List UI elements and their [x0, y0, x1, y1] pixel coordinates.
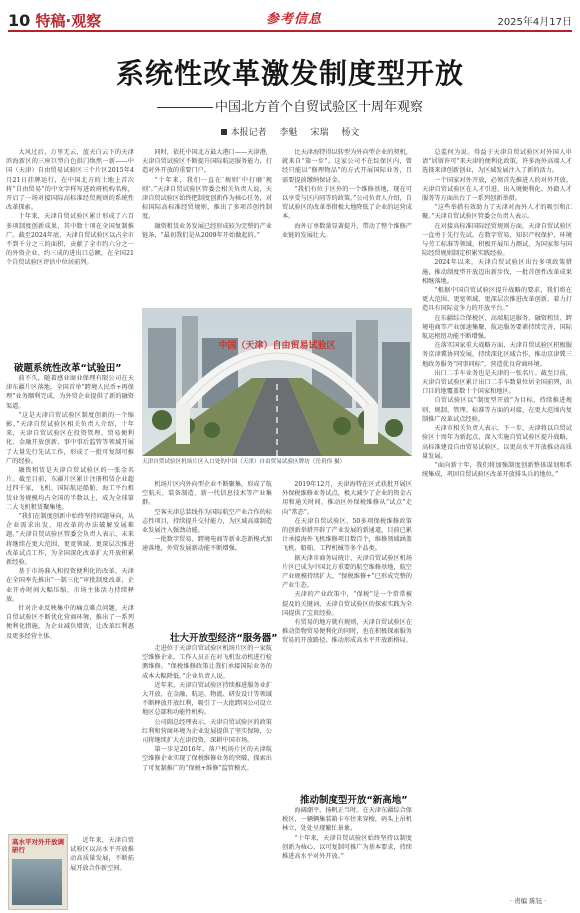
article-column: [282, 148, 412, 306]
article-column: [422, 148, 572, 908]
paragraph: 融资租赁业务发展已经形成较为完整的产业链条，“最初我们是从2009年开始做起的。”: [142, 222, 272, 239]
paragraph: 基于市场准入和投资便利化的改革，天津在全国率先推出“一制三化”审批制度改革，企业开办时间大幅压缩，市场主体活力持续释放。: [6, 568, 134, 603]
paragraph: “十年来，天津自贸试验区始终坚持以制度创新为核心，以可复制可推广为基本要求，持续推进高水平对外开放。”: [282, 834, 412, 861]
masthead: [8, 8, 572, 32]
paragraph: 前不久，随着感业商业保理有限公司在天津东疆片区落地，全国首单“跨境人民币+再保理”业务顺利完成，为外贸企业提供了新的融资渠道。: [6, 375, 134, 410]
page-title: 系统性改革激发制度型开放: [115, 57, 464, 90]
author-name: 宋瑞: [310, 128, 329, 138]
paragraph: 在天津自贸试验区，50多项保税维修政策的创新举措开辟了产业发展的新通道，目前已累计承接海外飞机维修项目数百个，维修领域涵盖飞机、船舶、工程机械等多个品类。: [282, 517, 412, 553]
paragraph: 近年来，天津自贸试验区以高水平开放推动高质量发展，不断拓展开放合作新空间。: [70, 837, 134, 872]
paragraph: 海阔潮平，扬帆正当时。在天津东疆综合保税区，一辆辆集装箱卡车往来穿梭，码头上吊机林立，处处呈现繁忙景象。: [282, 807, 412, 833]
paragraph: 天津的产业政策中，“保税”是一个常常被提及的关键词，天津自贸试验区的探索实践为全国提供了宝贵经验。: [282, 591, 412, 617]
paragraph: 据天津市商务局统计，天津自贸试验区机场片区已成为中国北方重要的航空维修基地，航空产业规模持续扩大，“保税维修+”已形成完整的产业生态。: [282, 554, 412, 590]
byline-label: 本报记者: [230, 128, 267, 138]
paragraph: 融资租赁是天津自贸试验区的一张金名片。截至目前，东疆片区累计注册租赁企业超过四千家，飞机、国际航运船舶、海工平台租赁业务规模均占全国的半数以上，成为全球第二大飞机租赁聚集地。: [6, 467, 134, 511]
paragraph: “这些举措有效助力了天津对海外人才的吸引和汇聚。”天津自贸试验区管委会负责人表示。: [422, 204, 572, 221]
news-photo: [142, 308, 412, 456]
square-icon: [221, 129, 227, 135]
paragraph: “我们在制度创新中始终坚持问题导向，从企业需求出发，用改革的办法破解发展难题。”天津自贸试验区管委会负责人表示，未来将继续在更大范围、更宽领域、更深层次推进改革试点工作，为全国深化改革扩大开放积累新经验。: [6, 513, 134, 567]
paragraph: 在东疆综合保税区，高端航运服务、融资租赁、跨境电商等产业加速集聚，航运服务要素持续完善，国际航运枢纽功能不断增强。: [422, 314, 572, 341]
article-column: [142, 644, 272, 910]
section-name: 特稿·观察: [35, 12, 102, 30]
paragraph: 2019年12月，天津海特在区式获批开展区外保税维修业务试点，极大减少了企业的资金占用和通关时间，推动区外保税维修从“试点”走向“常态”。: [282, 481, 412, 516]
paragraph: “根据中国自贸试验区提升战略的要求，我们将在更大范围、更宽领域、更深层次推进改革创新，着力打造具有国际竞争力的开放平台。”: [422, 287, 572, 313]
paragraph: “面向新十年，我们将加强制度创新整体谋划和系统集成，巩固自贸试验区改革开放排头兵的地位。”: [422, 461, 572, 479]
article-column: [282, 806, 412, 900]
paragraph: 总监何为说。得益于天津自贸试验区对外国人申请“居留许可”来天津的便利化政策，许多海外高端人才选择来津创新创业，为区域发展注入了新的活力。: [422, 149, 572, 175]
paragraph: 在对接高标准国际经贸规则方面，天津自贸试验区一直勇于先行先试。在数字贸易、知识产权保护、环境与劳工标准等领域，积极开展压力测试，为国家参与国际经贸规则制定积累实践经验。: [422, 222, 572, 258]
author-name: 杨文: [341, 128, 360, 138]
newspaper-logo: 参考信息: [266, 12, 323, 27]
arch-sign-text: 中国（天津）自由贸易试验区: [218, 341, 336, 351]
paragraph: 自贸试验区以“制度型开放”为目标，持续推进规则、规制、管理、标准等方面的对接，在更大范围内复制推广改革试点经验。: [422, 397, 572, 423]
paragraph: 空客天津总装线作为国际航空产业合作的标志性项目，持续提升交付能力，为区域高端制造业发展注入强劲动能。: [142, 508, 272, 535]
article-column: [142, 148, 272, 306]
paragraph: 海外订单数量显著提升，带动了整个维修产业链的发展壮大。: [282, 222, 412, 239]
paragraph: 近年来，天津自贸试验区持续推进服务业扩大开放，在金融、航运、物流、研发设计等领域不断释放开放红利，吸引了一大批跨国公司设立地区总部和功能性机构。: [142, 681, 272, 717]
article-column: [6, 148, 134, 358]
editor-credit: · 责编 陈钰 ·: [510, 897, 547, 905]
paragraph: 同时，依托中国北方最大港口——天津港，天津自贸试验区不断提升国际航运服务能力，打造对外开放的重要门户。: [142, 149, 272, 175]
article-column: [70, 836, 134, 908]
article-column: [142, 480, 272, 628]
related-report-thumbnail[interactable]: [8, 834, 68, 910]
paragraph: 出口二手车业务也是天津的一张名片。截至目前，天津自贸试验区累计出口二手车数量位居全国前列，出口目的地覆盖数十个国家和地区。: [422, 369, 572, 396]
thumbnail-image: [12, 859, 62, 905]
subheadline-text: 中国北方首个自贸试验区十周年观察: [214, 100, 423, 115]
paragraph: 机场片区内外向型企业不断聚集，形成了航空航天、装备制造、新一代信息技术等产业集群。: [142, 481, 272, 507]
thumbnail-title: 高水平对外开放调研行: [12, 838, 64, 854]
paragraph: “十年来，我们一直在‘规则’中打磨‘规则’。”天津自贸试验区管委会相关负责人说，天津自贸试验区始终把制度创新作为核心任务，对标国际高标准经贸规则，推出了多项首创性制度。: [142, 176, 272, 221]
paragraph: 在落实国家重大战略方面，天津自贸试验区积极服务京津冀协同发展，持续深化区域合作，推动京津冀三地政务服务“同事同标”，营造优良营商环境。: [422, 342, 572, 368]
section-subtitle: 推动制度型开放“新高地”: [300, 795, 408, 806]
article-column: [282, 480, 412, 788]
paragraph: 一个国家对外开放，必须首先推进人的对外开放。天津自贸试验区在人才引进、出入境便利化、外籍人才服务等方面出台了一系列创新举措。: [422, 176, 572, 203]
dash-divider: [157, 107, 213, 108]
paragraph: 走进位于天津自贸试验区机场片区的一家航空维修企业，工作人员正在对飞机发动机进行检测维修。“保税维修政策让我们承接国际业务的成本大幅降低。”企业负责人说。: [142, 645, 272, 680]
subheadline: [0, 96, 580, 115]
paragraph: “我们有位于区外的一个维修基地，现在可以享受与区内同等的政策。”公司负责人介绍，自贸试验区的改革举措极大地降低了企业的运营成本。: [282, 185, 412, 221]
section-subtitle: 壮大开放型经济“服务器”: [170, 633, 278, 644]
paragraph: 第一步是2016年，落户机场片区的天津航空维修企业实现了保税维修业务的突破，探索出了可复制推广的“保税+维修”监管模式。: [142, 746, 272, 772]
section-subtitle: 破题系统性改革“试验田”: [14, 363, 122, 374]
paragraph: 比天津海特得以转型为外向型企业的契机，就来自“第一步”。这家公司不在综保区内，曾经只能以“修理物品”的方式开展国际业务，且需要提前缴纳保证金。: [282, 149, 412, 184]
article-column: [6, 374, 134, 832]
paragraph: “这是天津自贸试验区制度创新的一个缩影。”天津自贸试验区相关负责人介绍，十年来，天津自贸试验区在投资管理、贸易便利化、金融开放创新、事中事后监管等领域开展了大量先行先试工作，形成了一批可复制可推广的经验。: [6, 411, 134, 465]
paragraph: 天津市相关负责人表示，下一步，天津将以自贸试验区十周年为新起点，深入实施自贸试验区提升战略，高标准建设自由贸易试验区，以更高水平开放推动高质量发展。: [422, 425, 572, 460]
paragraph: 大风过后，万里无云，蓝天白云下的天津滨海新区的三座巨型白色拱门焕然一新——中国（天津）自由贸易试验区三个片区2015年4月21日挂牌运行，在中国北方的土地上首次将“自由贸易”的中文字样写进政府机构名称，开启了一场对接国际高标准经贸规则的系统性改革探索。: [6, 149, 134, 212]
author-name: 李魁: [279, 128, 298, 138]
paragraph: 针对企业反映集中的痛点难点问题，天津自贸试验区不断优化营商环境，推出了一系列便利化措施，为企业减负增效，让改革红利惠及更多经营主体。: [6, 605, 134, 640]
paragraph: 十年来，天津自贸试验区累计形成了六百多项制度创新成果，其中数十项在全国复制推广。截至2024年底，天津自贸试验区以占全市不到千分之三的面积，贡献了全市约六分之一的外资企业、约三成的进出口总额，在全国21个自贸试验区评估中位居前列。: [6, 213, 134, 267]
paragraph: 有贸易的地方就有规则，天津自贸试验区在推动货物贸易便利化的同时，也在积极探索服务贸易的开放路径，推动形成高水平开放新格局。: [282, 619, 412, 645]
gateway-arch-photo: [142, 308, 412, 456]
photo-caption: 天津自贸试验区机场片区入口处的中国（天津）自由贸易试验区牌坊（岳玥伟 摄）: [142, 459, 346, 465]
paragraph: 公司副总经理表示，天津自贸试验区的政策红利和营商环境为企业发展提供了坚实保障，公司将继续扩大在津投资，深耕中国市场。: [142, 718, 272, 745]
paragraph: 一批数字贸易、跨境电商等新业态新模式加速落地，外贸发展新动能不断增强。: [142, 536, 272, 553]
page-number: 10: [8, 11, 31, 30]
byline: [0, 125, 580, 138]
issue-date: 2025年4月17日: [497, 17, 572, 28]
page-section-label: [8, 10, 101, 31]
paragraph: 2024年以来，天津自贸试验区出台多项政策措施，推动制度型开放迈出新步伐，一批首创性改革成果相继落地。: [422, 259, 572, 285]
